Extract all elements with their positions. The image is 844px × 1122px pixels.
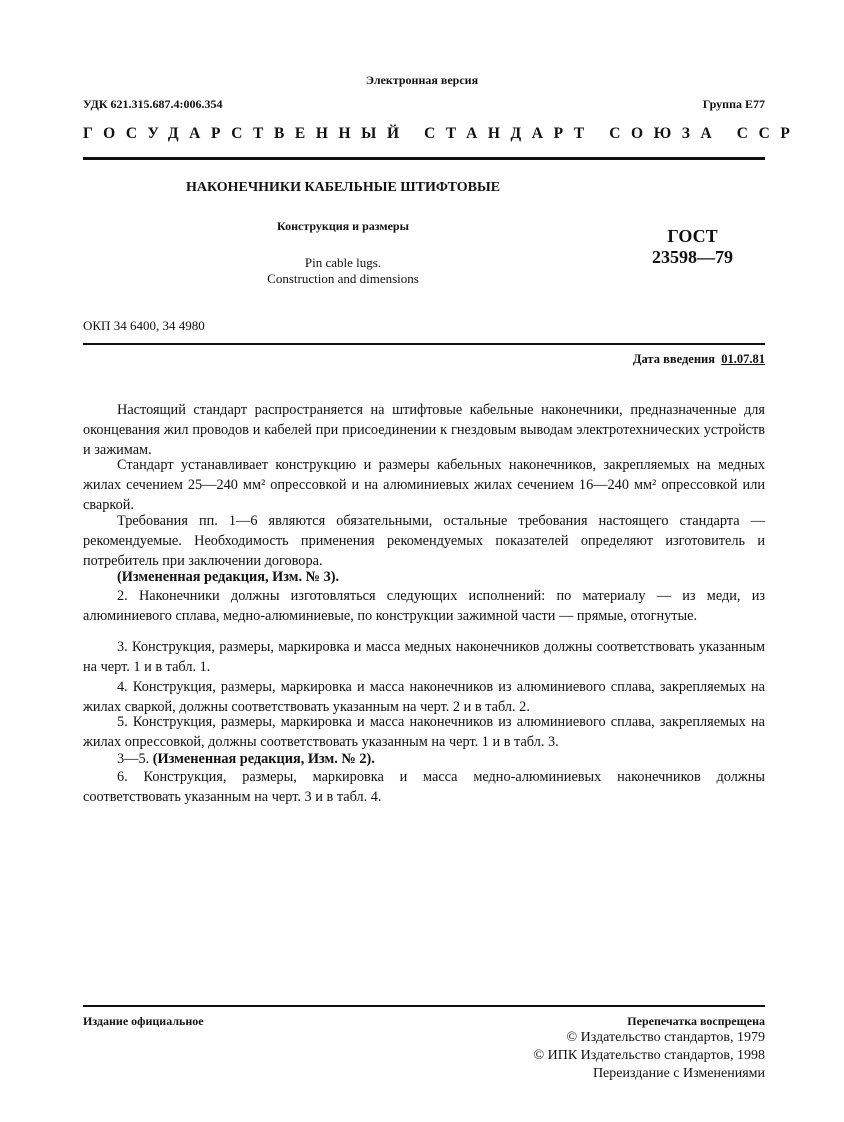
reprint-prohibited-label: Перепечатка воспрещена — [627, 1014, 765, 1028]
title-rule — [83, 343, 765, 345]
copyright-1979: © Издательство стандартов, 1979 — [566, 1030, 765, 1045]
edition-label: Электронная версия — [365, 73, 479, 87]
amendment-text: (Измененная редакция, Изм. № 2). — [152, 751, 375, 767]
paragraph-item-2: 2. Наконечники должны изготовляться следующих исполнений: по материалу — из меди, из алюминиевого сплава, медно-алюминиевые, по конструкции зажимной части — прямые, отогнутые. — [83, 588, 765, 624]
paragraph-requirements: Требования пп. 1—6 являются обязательными, остальные требования настоящего стандарта — рекомендуемые. Необходимость применения рекомендуемых показателей определяют изготовитель и потребитель при заключении договора. — [83, 513, 765, 569]
amendment-note-2 — [83, 749, 765, 769]
document-subtitle: Конструкция и размеры — [277, 219, 409, 233]
footer-rule — [83, 1005, 765, 1007]
amendment-range: 3—5. — [117, 751, 150, 767]
paragraph-establishes: Стандарт устанавливает конструкцию и размеры кабельных наконечников, закрепляемых на медных жилах сечением 25—240 мм² опрессовкой и на алюминиевых жилах сечением 16—240 мм² опрессовкой или сваркой. — [83, 457, 765, 513]
amendment-note-3: (Измененная редакция, Изм. № 3). — [117, 569, 340, 585]
reissue-note: Переиздание с Изменениями — [592, 1066, 765, 1081]
intro-date-value: 01.07.81 — [721, 352, 765, 366]
copyright-1998: © ИПК Издательство стандартов, 1998 — [533, 1048, 765, 1063]
paragraph-scope: Настоящий стандарт распространяется на штифтовые кабельные наконечники, предназначенные для оконцевания жил проводов и кабелей при присоединении к гнездовым выводам электротехнических устройств и зажимам. — [83, 402, 765, 458]
official-edition-label: Издание официальное — [83, 1014, 204, 1028]
gost-number: 23598—79 — [652, 247, 733, 267]
english-title-line2: Construction and dimensions — [267, 271, 419, 286]
paragraph-item-6: 6. Конструкция, размеры, маркировка и масса медно-алюминиевых наконечников должны соответствовать указанным на черт. 3 и в табл. 4. — [83, 769, 765, 805]
group-code: Группа Е77 — [702, 97, 765, 111]
paragraph-item-3: 3. Конструкция, размеры, маркировка и масса медных наконечников должны соответствовать указанным на черт. 1 и в табл. 1. — [83, 639, 765, 675]
okp-code: ОКП 34 6400, 34 4980 — [83, 318, 205, 333]
gost-label: ГОСТ — [667, 226, 718, 246]
header-rule — [83, 157, 765, 160]
paragraph-item-4: 4. Конструкция, размеры, маркировка и масса наконечников из алюминиевого сплава, закрепляемых на жилах сваркой, должны соответствовать указанным на черт. 2 и в табл. 2. — [83, 679, 765, 715]
english-title-line1: Pin cable lugs. — [304, 255, 382, 270]
intro-date — [633, 352, 765, 367]
document-title: НАКОНЕЧНИКИ КАБЕЛЬНЫЕ ШТИФТОВЫЕ — [185, 180, 501, 195]
state-standard-heading: ГОСУДАРСТВЕННЫЙ СТАНДАРТ СОЮЗА ССР — [83, 125, 801, 142]
intro-date-label: Дата введения — [632, 352, 715, 366]
paragraph-item-5: 5. Конструкция, размеры, маркировка и масса наконечников из алюминиевого сплава, закрепляемых на жилах опрессовкой, должны соответствовать указанным на черт. 1 и в табл. 3. — [83, 714, 765, 750]
udk-code: УДК 621.315.687.4:006.354 — [83, 97, 223, 111]
